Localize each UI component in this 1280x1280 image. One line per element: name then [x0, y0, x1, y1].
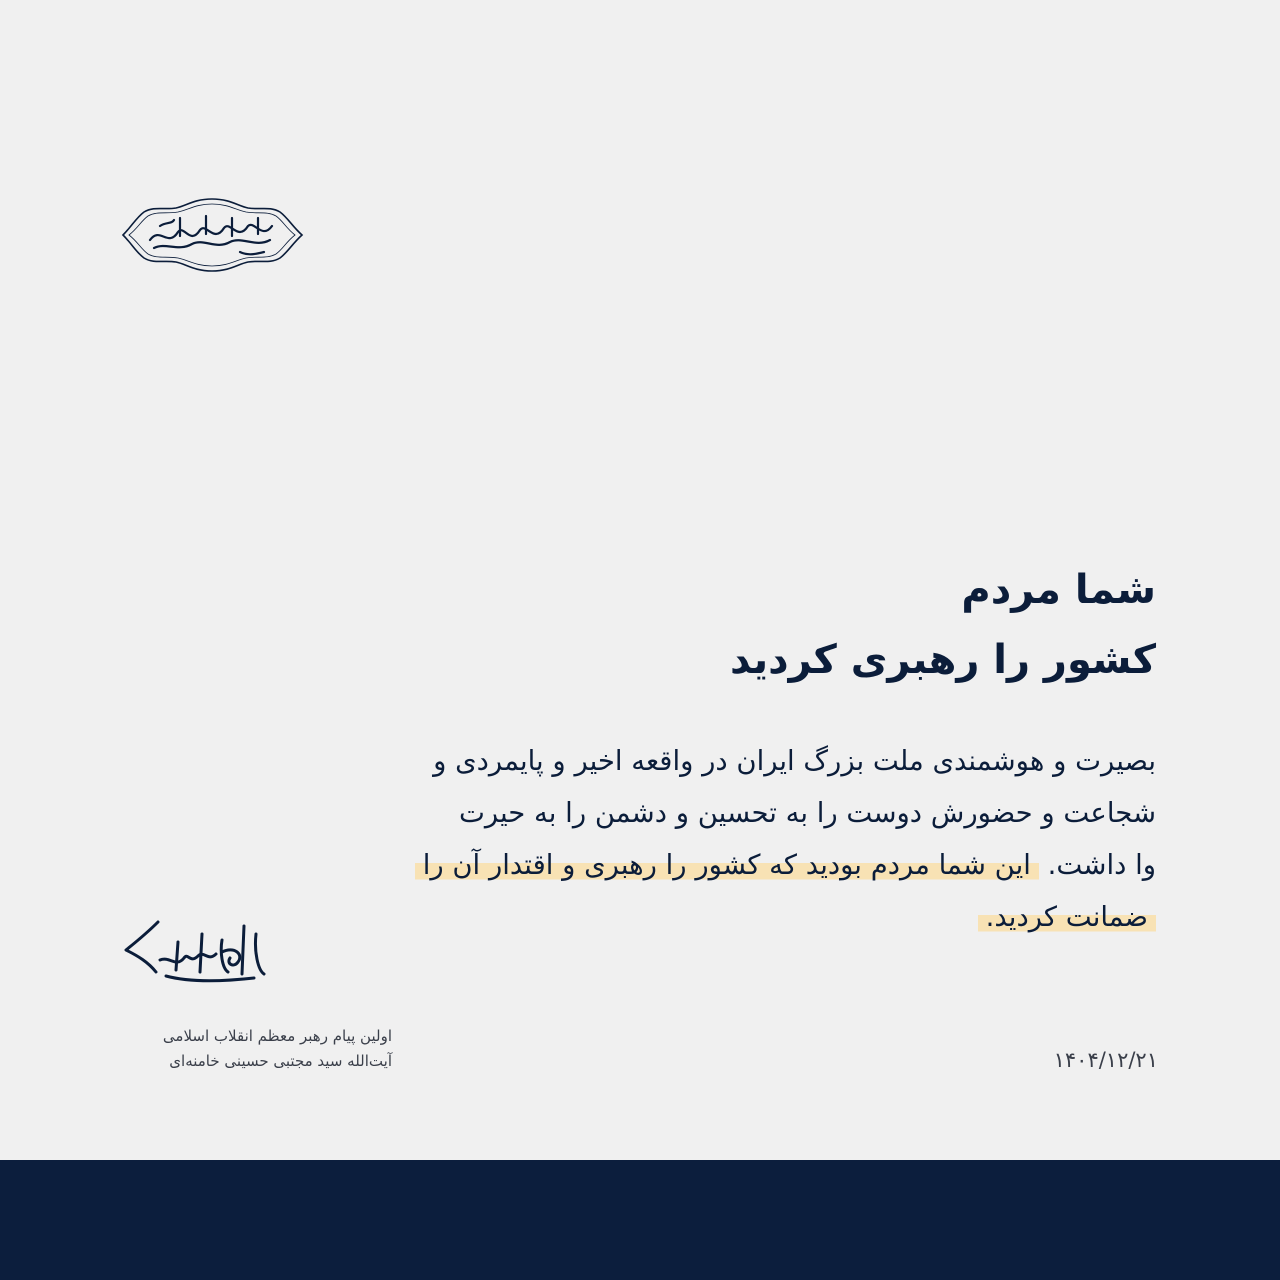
body-line-3-highlight: این شما مردم بودید که کشور را رهبری و اقتدار آن را [415, 849, 1039, 881]
footer-bar [0, 1160, 1280, 1280]
caption [120, 1024, 392, 1074]
body-line-3 [336, 839, 1156, 891]
handwritten-signature-icon [118, 912, 268, 992]
calligraphy-seal-logo-icon [120, 196, 305, 274]
body-line-2: شجاعت و حضورش دوست را به تحسین و دشمن را به حیرت [458, 797, 1156, 829]
body-line-4 [336, 891, 1156, 943]
headline-line-1: شما مردم [961, 567, 1156, 613]
body-line-3-plain: وا داشت. [1047, 849, 1156, 881]
caption-line-2: آیت‌الله سید مجتبی حسینی خامنه‌ای [169, 1052, 392, 1070]
message-body [336, 735, 1156, 943]
headline [456, 555, 1156, 695]
date: ۱۴۰۴/۱۲/۲۱ [1053, 1048, 1158, 1072]
body-line-4-highlight: ضمانت کردید. [978, 901, 1156, 933]
caption-line-1: اولین پیام رهبر معظم انقلاب اسلامی [162, 1027, 392, 1045]
headline-line-2: کشور را رهبری کردید [729, 637, 1156, 683]
body-line-1: بصیرت و هوشمندی ملت بزرگ ایران در واقعه اخیر و پایمردی و [433, 745, 1156, 777]
